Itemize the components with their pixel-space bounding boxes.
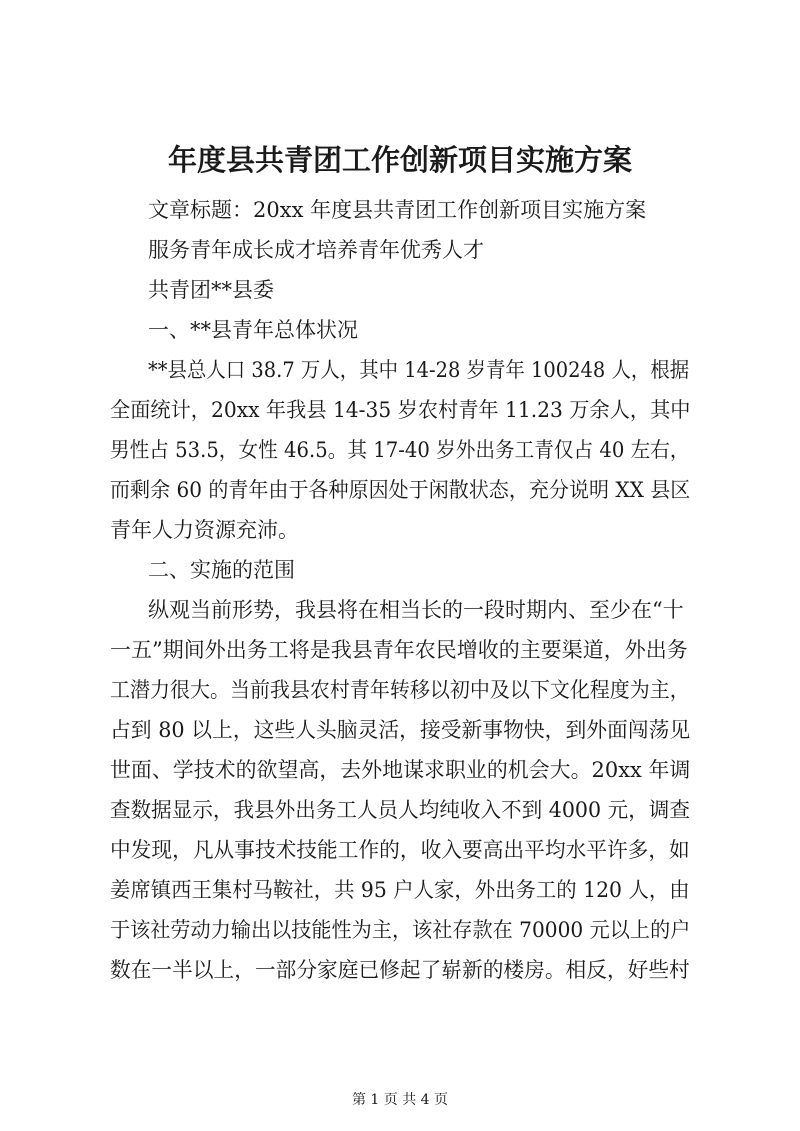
paragraph-line: 查数据显示，我县外出务工人员人均纯收入不到 4000 元，调查 xyxy=(110,798,690,822)
document-title: 年度县共青团工作创新项目实施方案 xyxy=(167,143,632,177)
article-title-line: 文章标题：20xx 年度县共青团工作创新项目实施方案 xyxy=(148,198,647,222)
section-heading-1: 一、**县青年总体状况 xyxy=(148,318,358,342)
paragraph-line: 工潜力很大。当前我县农村青年转移以初中及以下文化程度为主， xyxy=(110,678,690,702)
paragraph-line: 青年人力资源充沛。 xyxy=(110,518,299,542)
paragraph-line: 全面统计，20xx 年我县 14-35 岁农村青年 11.23 万余人，其中 xyxy=(110,398,691,422)
paragraph-line: 姜席镇西王集村马鞍社，共 95 户人家，外出务工的 120 人，由 xyxy=(110,878,690,902)
paragraph-line: 纵观当前形势，我县将在相当长的一段时期内、至少在“十 xyxy=(148,598,684,622)
author-line: 共青团**县委 xyxy=(148,278,274,302)
paragraph-line: 男性占 53.5，女性 46.5。其 17-40 岁外出务工青仅占 40 左右， xyxy=(110,438,690,462)
paragraph-line: 数在一半以上，一部分家庭已修起了崭新的楼房。相反，好些村 xyxy=(110,958,690,982)
section-heading-2: 二、实施的范围 xyxy=(148,558,295,582)
paragraph-line: 占到 80 以上，这些人头脑灵活，接受新事物快，到外面闯荡见 xyxy=(110,718,691,742)
page-number-footer: 第 1 页 共 4 页 xyxy=(351,1092,449,1108)
subtitle-line: 服务青年成长成才培养青年优秀人才 xyxy=(148,238,484,262)
paragraph-line: 一五”期间外出务工将是我县青年农民增收的主要渠道，外出务 xyxy=(110,638,688,662)
paragraph-line: 世面、学技术的欲望高，去外地谋求职业的机会大。20xx 年调 xyxy=(110,758,691,782)
paragraph-line: 中发现，凡从事技术技能工作的，收入要高出平均水平许多，如 xyxy=(110,838,690,862)
paragraph-line: 而剩余 60 的青年由于各种原因处于闲散状态，充分说明 XX 县区 xyxy=(110,478,691,502)
paragraph-line: **县总人口 38.7 万人，其中 14-28 岁青年 100248 人，根据 xyxy=(148,358,690,382)
paragraph-line: 于该社劳动力输出以技能性为主，该社存款在 70000 元以上的户 xyxy=(110,918,691,942)
